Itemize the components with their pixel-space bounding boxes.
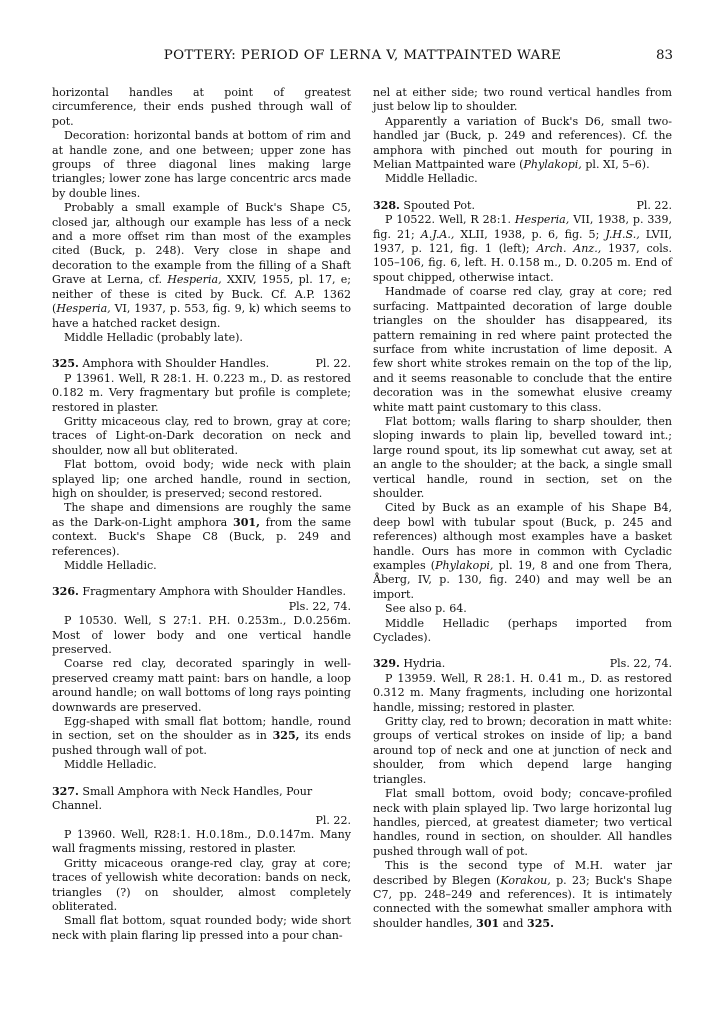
catalog-entry-327 [52, 785, 351, 943]
discussion-paragraph: The shape and dimensions are roughly the same as the Dark-on-Light amphora 301, from the same context. Buck's Shape C8 (Buck, p. 249 and references). [52, 501, 351, 558]
fabric-paragraph: Coarse red clay, decorated sparingly in well-preserved creamy matt paint: bars on handle, a loop around handle; on wall bottoms of long rays pointing downwards are preserved. [52, 657, 351, 714]
catalog-entry-326 [52, 585, 351, 772]
fabric-paragraph: Gritty micaceous orange-red clay, gray at core; traces of yellowish white decoration: bands on neck, triangles (?) on shoulder, almost completely obliterated. [52, 856, 351, 913]
entry-number: 326. [52, 585, 79, 599]
entry-heading [52, 785, 351, 828]
entry-number: 328. [373, 198, 400, 212]
discussion-paragraph: Probably a small example of Buck's Shape C5, closed jar, although our example has less of a neck and a more offset rim than most of the examples cited (Buck, p. 248). Very close in shape and decoration to the example from the filling of a Shaft Grave at Lerna, cf. Hesperia, XXIV, 1955, pl. 17, e; neither of these is cited by Buck. Cf. A.P. 1362 (Hesperia, VI, 1937, p. 553, fig. 9, k) which seems to have a hatched racket design. [52, 201, 352, 330]
entry-heading [373, 657, 672, 671]
entry-number: 327. [52, 784, 79, 798]
left-column [52, 86, 351, 943]
shape-paragraph: Flat bottom; walls flaring to sharp shoulder, then sloping inwards to plain lip, bevelled toward int.; large round spout, its lip somewhat cut away, set at an angle to the shoulder; at the back, a single small vertical handle, round in section, set on the shoulder. [373, 414, 672, 500]
catalog-entry-329 [373, 657, 672, 931]
catalog-paragraph: P 13961. Well, R 28:1. H. 0.223 m., D. as restored 0.182 m. Very fragmentary but profile is complete; restored in plaster. [52, 371, 351, 414]
see-also-paragraph: See also p. 64. [385, 602, 467, 616]
decoration-paragraph: Decoration: horizontal bands at bottom of rim and at handle zone, and one between; upper zone has groups of three diagonal lines making large triangles; lower zone has large concentric arcs made by double lines. [52, 129, 351, 200]
cited-paragraph: Cited by Buck as an example of his Shape B4, deep bowl with tubular spout (Buck, p. 245 and references) although most examples have a basket handle. Ours has more in common with Cycladic examples (Phylakopi, pl. 19, 8 and one from Thera, Åberg, IV, p. 130, fig. 240) and may well be an import. [373, 501, 672, 601]
fabric-paragraph: Gritty clay, red to brown; decoration in matt white: groups of vertical strokes on inside of lip; a band around top of neck and one at junction of neck and shoulder, from which depend large hanging triangles. [373, 715, 672, 786]
catalog-paragraph: P 10522. Well, R 28:1. Hesperia, VII, 1938, p. 339, fig. 21; A.J.A., XLII, 1938, p. 6, fig. 5; J.H.S., LVII, 1937, p. 121, fig. 1 (left); Arch. Anz., 1937, cols. 105–106, fig. 6, left. H. 0.158 m., D. 0.205 m. End of spout chipped, otherwise intact. [373, 213, 673, 284]
continuation-paragraph: horizontal handles at point of greatest circumference, their ends pushed through wall of pot. [52, 86, 351, 128]
discussion-paragraph: Apparently a variation of Buck's D6, small two-handled jar (Buck, p. 249 and references). Cf. the amphora with pinched out mouth for pouring in Melian Mattpainted ware (Phylakopi, pl. XI, 5–6). [373, 114, 672, 172]
plate-reference: Pl. 22. [315, 813, 351, 827]
catalog-paragraph: P 13960. Well, R28:1. H.0.18m., D.0.147m. Many wall fragments missing, restored in plaster. [52, 827, 351, 856]
continuation-paragraph: nel at either side; two round vertical handles from just below lip to shoulder. [373, 86, 672, 114]
fabric-paragraph: Handmade of coarse red clay, gray at core; red surfacing. Mattpainted decoration of large double triangles on the shoulder has disappeared, its pattern remaining in red where paint protected the surface from white incrustation of lime deposit. A few short white strokes remain on the top of the lip, and it seems reasonable to conclude that the entire decoration was in the somewhat elusive creamy white matt paint customary to this class. [373, 285, 672, 414]
discussion-paragraph: This is the second type of M.H. water jar described by Blegen (Korakou, p. 23; Buck's Shape C7, pp. 248–249 and references). It is intimately connected with the somewhat smaller amphora with shoulder handles, 301 and 325. [373, 859, 673, 930]
entry-title: Fragmentary Amphora with Shoulder Handles. [82, 585, 346, 599]
shape-paragraph: Small flat bottom, squat rounded body; wide short neck with plain flaring lip pressed into a pour chan- [52, 914, 351, 942]
date-paragraph: Middle Helladic (perhaps imported from Cyclades). [373, 616, 672, 645]
shape-paragraph: Egg-shaped with small flat bottom; handle, round in section, set on the shoulder as in 325, its ends pushed through wall of pot. [52, 715, 352, 757]
entry-heading [373, 199, 672, 213]
date-paragraph: Middle Helladic (probably late). [64, 330, 243, 344]
page-number: 83 [655, 48, 673, 63]
entry-title: Hydria. [403, 657, 446, 671]
date-paragraph: Middle Helladic. [64, 559, 157, 572]
page-header [52, 48, 673, 68]
plate-reference: Pls. 22, 74. [609, 657, 672, 671]
entry-number: 325. [52, 357, 79, 371]
entry-title: Small Amphora with Neck Handles, Pour Channel. [52, 784, 313, 813]
catalog-entry-328 [373, 199, 672, 646]
running-title: POTTERY: PERIOD OF LERNA V, MATTPAINTED WARE [163, 48, 562, 63]
right-column [373, 86, 672, 931]
catalog-entry-325 [52, 357, 351, 573]
shape-paragraph: Flat small bottom, ovoid body; concave-profiled neck with plain splayed lip. Two large horizontal lug handles, pierced, at greatest diameter; two vertical handles, round in section, on shoulder. All handles pushed through wall of pot. [373, 787, 672, 858]
entry-heading [52, 357, 351, 371]
entry-title: Amphora with Shoulder Handles. [82, 357, 270, 371]
shape-paragraph: Flat bottom, ovoid body; wide neck with plain splayed lip; one arched handle, round in section, high on shoulder, is preserved; second restored. [52, 458, 351, 500]
date-paragraph: Middle Helladic. [385, 172, 478, 186]
date-paragraph: Middle Helladic. [64, 758, 157, 772]
catalog-paragraph: P 10530. Well, S 27:1. P.H. 0.253m., D.0.256m. Most of lower body and one vertical handle preserved. [52, 614, 351, 657]
fabric-paragraph: Gritty micaceous clay, red to brown, gray at core; traces of Light-on-Dark decoration on neck and shoulder, now all but obliterated. [52, 414, 351, 457]
plate-reference: Pl. 22. [315, 357, 351, 371]
entry-heading [52, 585, 351, 614]
entry-title: Spouted Pot. [403, 198, 475, 212]
plate-reference: Pl. 22. [636, 198, 672, 212]
plate-reference: Pls. 22, 74. [288, 599, 351, 613]
entry-number: 329. [373, 657, 400, 671]
catalog-paragraph: P 13959. Well, R 28:1. H. 0.41 m., D. as restored 0.312 m. Many fragments, including one horizontal handle, missing; restored in plaster. [373, 671, 672, 714]
